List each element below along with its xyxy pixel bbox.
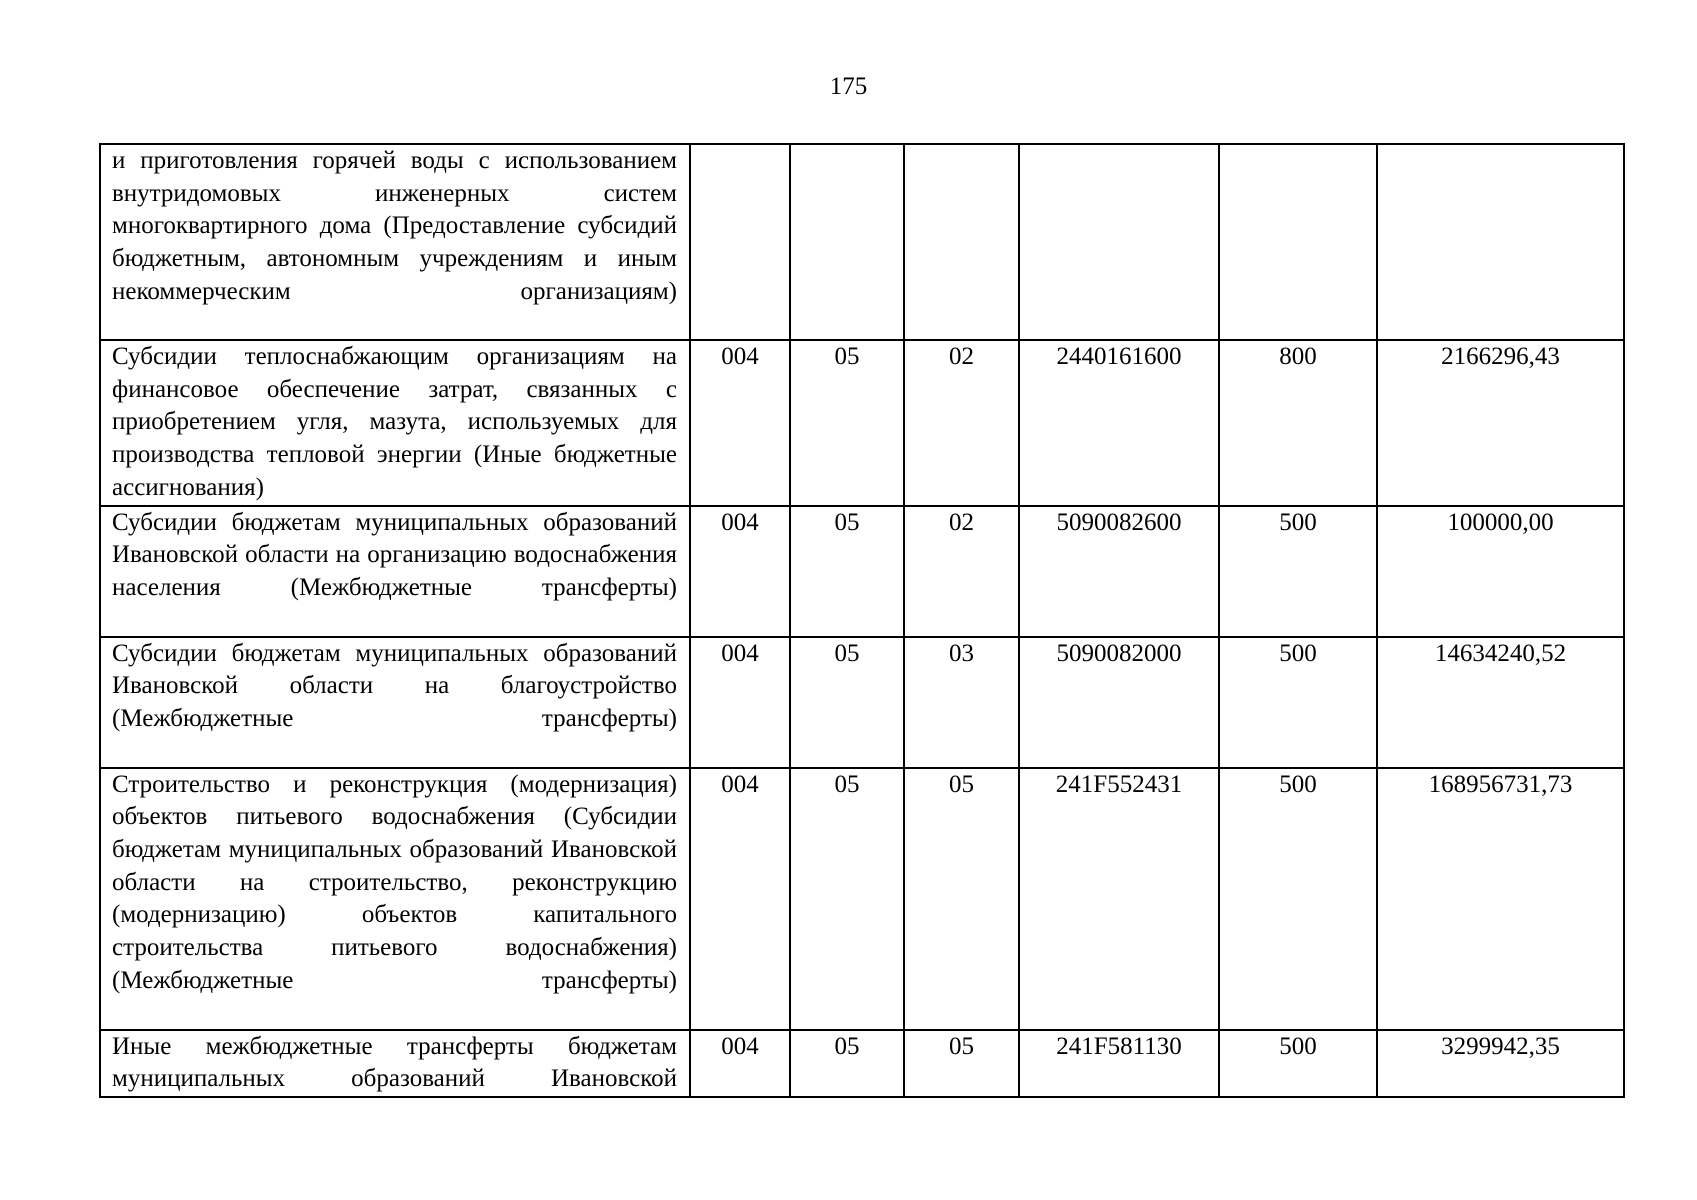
row-admin-code: 004 [690,768,790,1030]
row-target-code: 241F581130 [1019,1030,1219,1097]
row-subsection-code: 02 [904,340,1019,506]
page-number: 175 [829,73,868,100]
table-row [100,768,1624,1030]
row-admin-code: 004 [690,340,790,506]
row-section-code: 05 [790,1030,904,1097]
table-row [100,1030,1624,1097]
row-section-code: 05 [790,340,904,506]
row-expense-type [1219,144,1377,340]
row-expense-type: 500 [1219,768,1377,1030]
row-description: Субсидии бюджетам муниципальных образований Ивановской области на благоустройство (Межбюджетные трансферты) [100,637,690,768]
row-subsection-code: 05 [904,768,1019,1030]
table-row [100,506,1624,637]
row-target-code: 2440161600 [1019,340,1219,506]
row-expense-type: 500 [1219,637,1377,768]
row-description: Субсидии бюджетам муниципальных образований Ивановской области на организацию водоснабжения населения (Межбюджетные трансферты) [100,506,690,637]
row-admin-code: 004 [690,1030,790,1097]
row-section-code: 05 [790,768,904,1030]
table-row [100,144,1624,340]
row-target-code [1019,144,1219,340]
row-admin-code [690,144,790,340]
row-amount: 2166296,43 [1377,340,1624,506]
row-amount: 168956731,73 [1377,768,1624,1030]
row-subsection-code: 02 [904,506,1019,637]
row-expense-type: 800 [1219,340,1377,506]
row-subsection-code: 03 [904,637,1019,768]
row-description: Субсидии теплоснабжающим организациям на финансовое обеспечение затрат, связанных с приобретением угля, мазута, используемых для производства тепловой энергии (Иные бюджетные ассигнования) [100,340,690,506]
row-subsection-code [904,144,1019,340]
row-amount: 14634240,52 [1377,637,1624,768]
row-target-code: 241F552431 [1019,768,1219,1030]
row-expense-type: 500 [1219,506,1377,637]
row-target-code: 5090082000 [1019,637,1219,768]
row-admin-code: 004 [690,506,790,637]
row-target-code: 5090082600 [1019,506,1219,637]
budget-table [99,143,1625,1098]
row-subsection-code: 05 [904,1030,1019,1097]
row-expense-type: 500 [1219,1030,1377,1097]
row-description: Иные межбюджетные трансферты бюджетам муниципальных образований Ивановской [100,1030,690,1097]
row-section-code: 05 [790,637,904,768]
row-amount: 3299942,35 [1377,1030,1624,1097]
row-amount [1377,144,1624,340]
row-admin-code: 004 [690,637,790,768]
table-row [100,637,1624,768]
row-section-code [790,144,904,340]
table-row [100,340,1624,506]
row-amount: 100000,00 [1377,506,1624,637]
row-description: и приготовления горячей воды с использованием внутридомовых инженерных систем многоквартирного дома (Предоставление субсидий бюджетным, автономным учреждениям и иным некоммерческим организациям) [100,144,690,340]
row-description: Строительство и реконструкция (модернизация) объектов питьевого водоснабжения (Субсидии бюджетам муниципальных образований Ивановской области на строительство, реконструкцию (модернизацию) объектов капитального строительства питьевого водоснабжения) (Межбюджетные трансферты) [100,768,690,1030]
row-section-code: 05 [790,506,904,637]
